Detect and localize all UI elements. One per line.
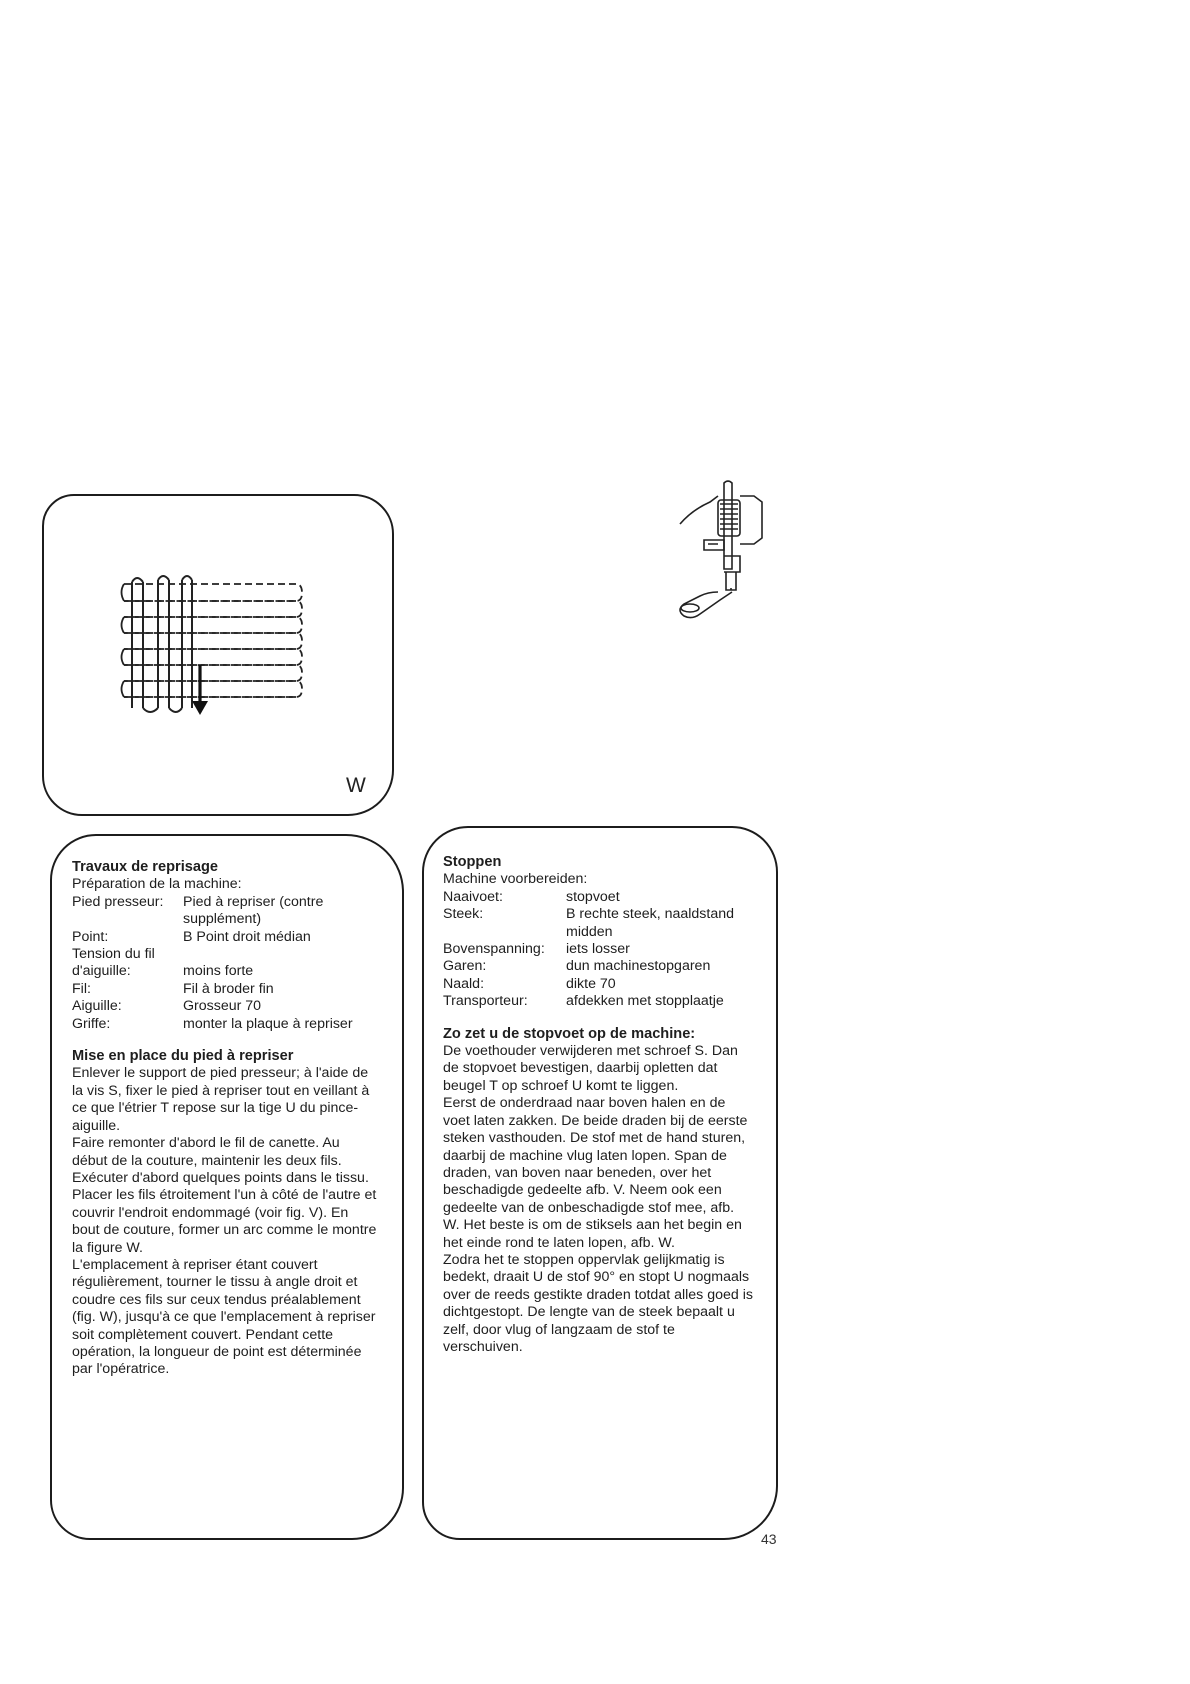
dutch-section-title: Zo zet u de stopvoet op de machine: (443, 1025, 696, 1042)
setting-key: Naaivoet: (443, 888, 503, 905)
dutch-setting-row (443, 906, 753, 941)
setting-key: Point: (72, 928, 109, 945)
setting-value: afdekken met stopplaatje (566, 993, 724, 1010)
setting-value: Fil à broder fin (183, 980, 274, 997)
page-number: 43 (761, 1531, 777, 1547)
french-setting-row (72, 946, 377, 981)
setting-key: Garen: (443, 958, 487, 975)
dutch-setting-row (443, 958, 753, 975)
setting-value: Grosseur 70 (183, 998, 262, 1015)
french-setting-row (72, 929, 377, 946)
setting-value: B rechte steek, naaldstand midden (566, 906, 734, 940)
dutch-title: Stoppen (443, 854, 502, 870)
dutch-setting-row (443, 889, 753, 906)
french-instructions (72, 859, 377, 1379)
french-setting-row (72, 1016, 377, 1033)
setting-value: iets losser (566, 941, 630, 958)
french-section-title: Mise en place du pied à repriser (72, 1048, 294, 1065)
darning-foot-illustration (670, 478, 780, 628)
setting-value: dun machinestopgaren (566, 958, 711, 975)
darning-pattern-figure (120, 570, 310, 730)
french-setting-row (72, 981, 377, 998)
setting-key: Transporteur: (443, 993, 528, 1010)
french-intro: Préparation de la machine: (72, 876, 242, 893)
setting-key: Aiguille: (72, 998, 122, 1015)
french-setting-row (72, 894, 377, 929)
setting-value: monter la plaque à repriser (183, 1015, 353, 1032)
setting-key: Bovenspanning: (443, 941, 545, 958)
dutch-body: De voethouder verwijderen met schroef S. Dan de stopvoet bevestigen, daarbij opletten dat beugel T op schroef U komt te liggen. Eerst de onderdraad naar boven halen en de voet laten zakken. De beide draden bij de eerste steken vasthouden. De stof met de hand sturen, daarbij de machine vlug laten lopen. Span de draden, van boven naar beneden, over het beschadigde gedeelte afb. V. Neem ook een gedeelte van de onbeschadigde stof mee, afb. W. Het beste is om de stiksels aan het begin en het einde rond te laten lopen, afb. W. Zodra het te stoppen oppervlak gelijkmatig is bedekt, draait U de stof 90° en stopt U nogmaals over de reeds gestikte draden totdat alles goed is dichtgestopt. De lengte van de steek bepaalt u zelf, door vlug of langzaam de stof te verschuiven. (443, 1043, 753, 1355)
dutch-intro: Machine voorbereiden: (443, 871, 588, 888)
setting-value: moins forte (183, 963, 254, 980)
setting-key: Griffe: (72, 1015, 111, 1032)
french-title: Travaux de reprisage (72, 859, 219, 875)
setting-key: Pied presseur: (72, 893, 164, 910)
setting-value: stopvoet (566, 888, 620, 905)
french-setting-row (72, 998, 377, 1015)
figure-label-w: W (346, 774, 366, 797)
setting-key: Steek: (443, 906, 484, 923)
dutch-setting-row (443, 941, 753, 958)
dutch-instructions (443, 854, 753, 1356)
french-body: Enlever le support de pied presseur; à l'aide de la vis S, fixer le pied à repriser tout en veillant à ce que l'étrier T repose sur la tige U du pince-aiguille. Faire remonter d'abord le fil de canette. Au début de la couture, maintenir les deux fils. Exécuter d'abord quelques points dans le tissu. Placer les fils étroitement l'un à côté de l'autre et couvrir l'endroit endommagé (voir fig. V). En bout de couture, former un arc comme le montre la figure W. L'emplacement à repriser étant couvert régulièrement, tourner le tissu à angle droit et coudre ces fils sur ceux tendus préalablement (fig. W), jusqu'à ce que l'emplacement à repriser soit complètement couvert. Pendant cette opération, la longueur de point est déterminée par l'opératrice. (72, 1065, 377, 1378)
dutch-setting-row (443, 976, 753, 993)
setting-value: dikte 70 (566, 975, 616, 992)
setting-key: Fil: (72, 980, 91, 997)
setting-key: Naald: (443, 975, 485, 992)
setting-key: Tension du fil d'aiguille: (72, 946, 155, 980)
dutch-setting-row (443, 993, 753, 1010)
setting-value: B Point droit médian (183, 928, 311, 945)
setting-value: Pied à repriser (contre supplément) (183, 893, 324, 928)
